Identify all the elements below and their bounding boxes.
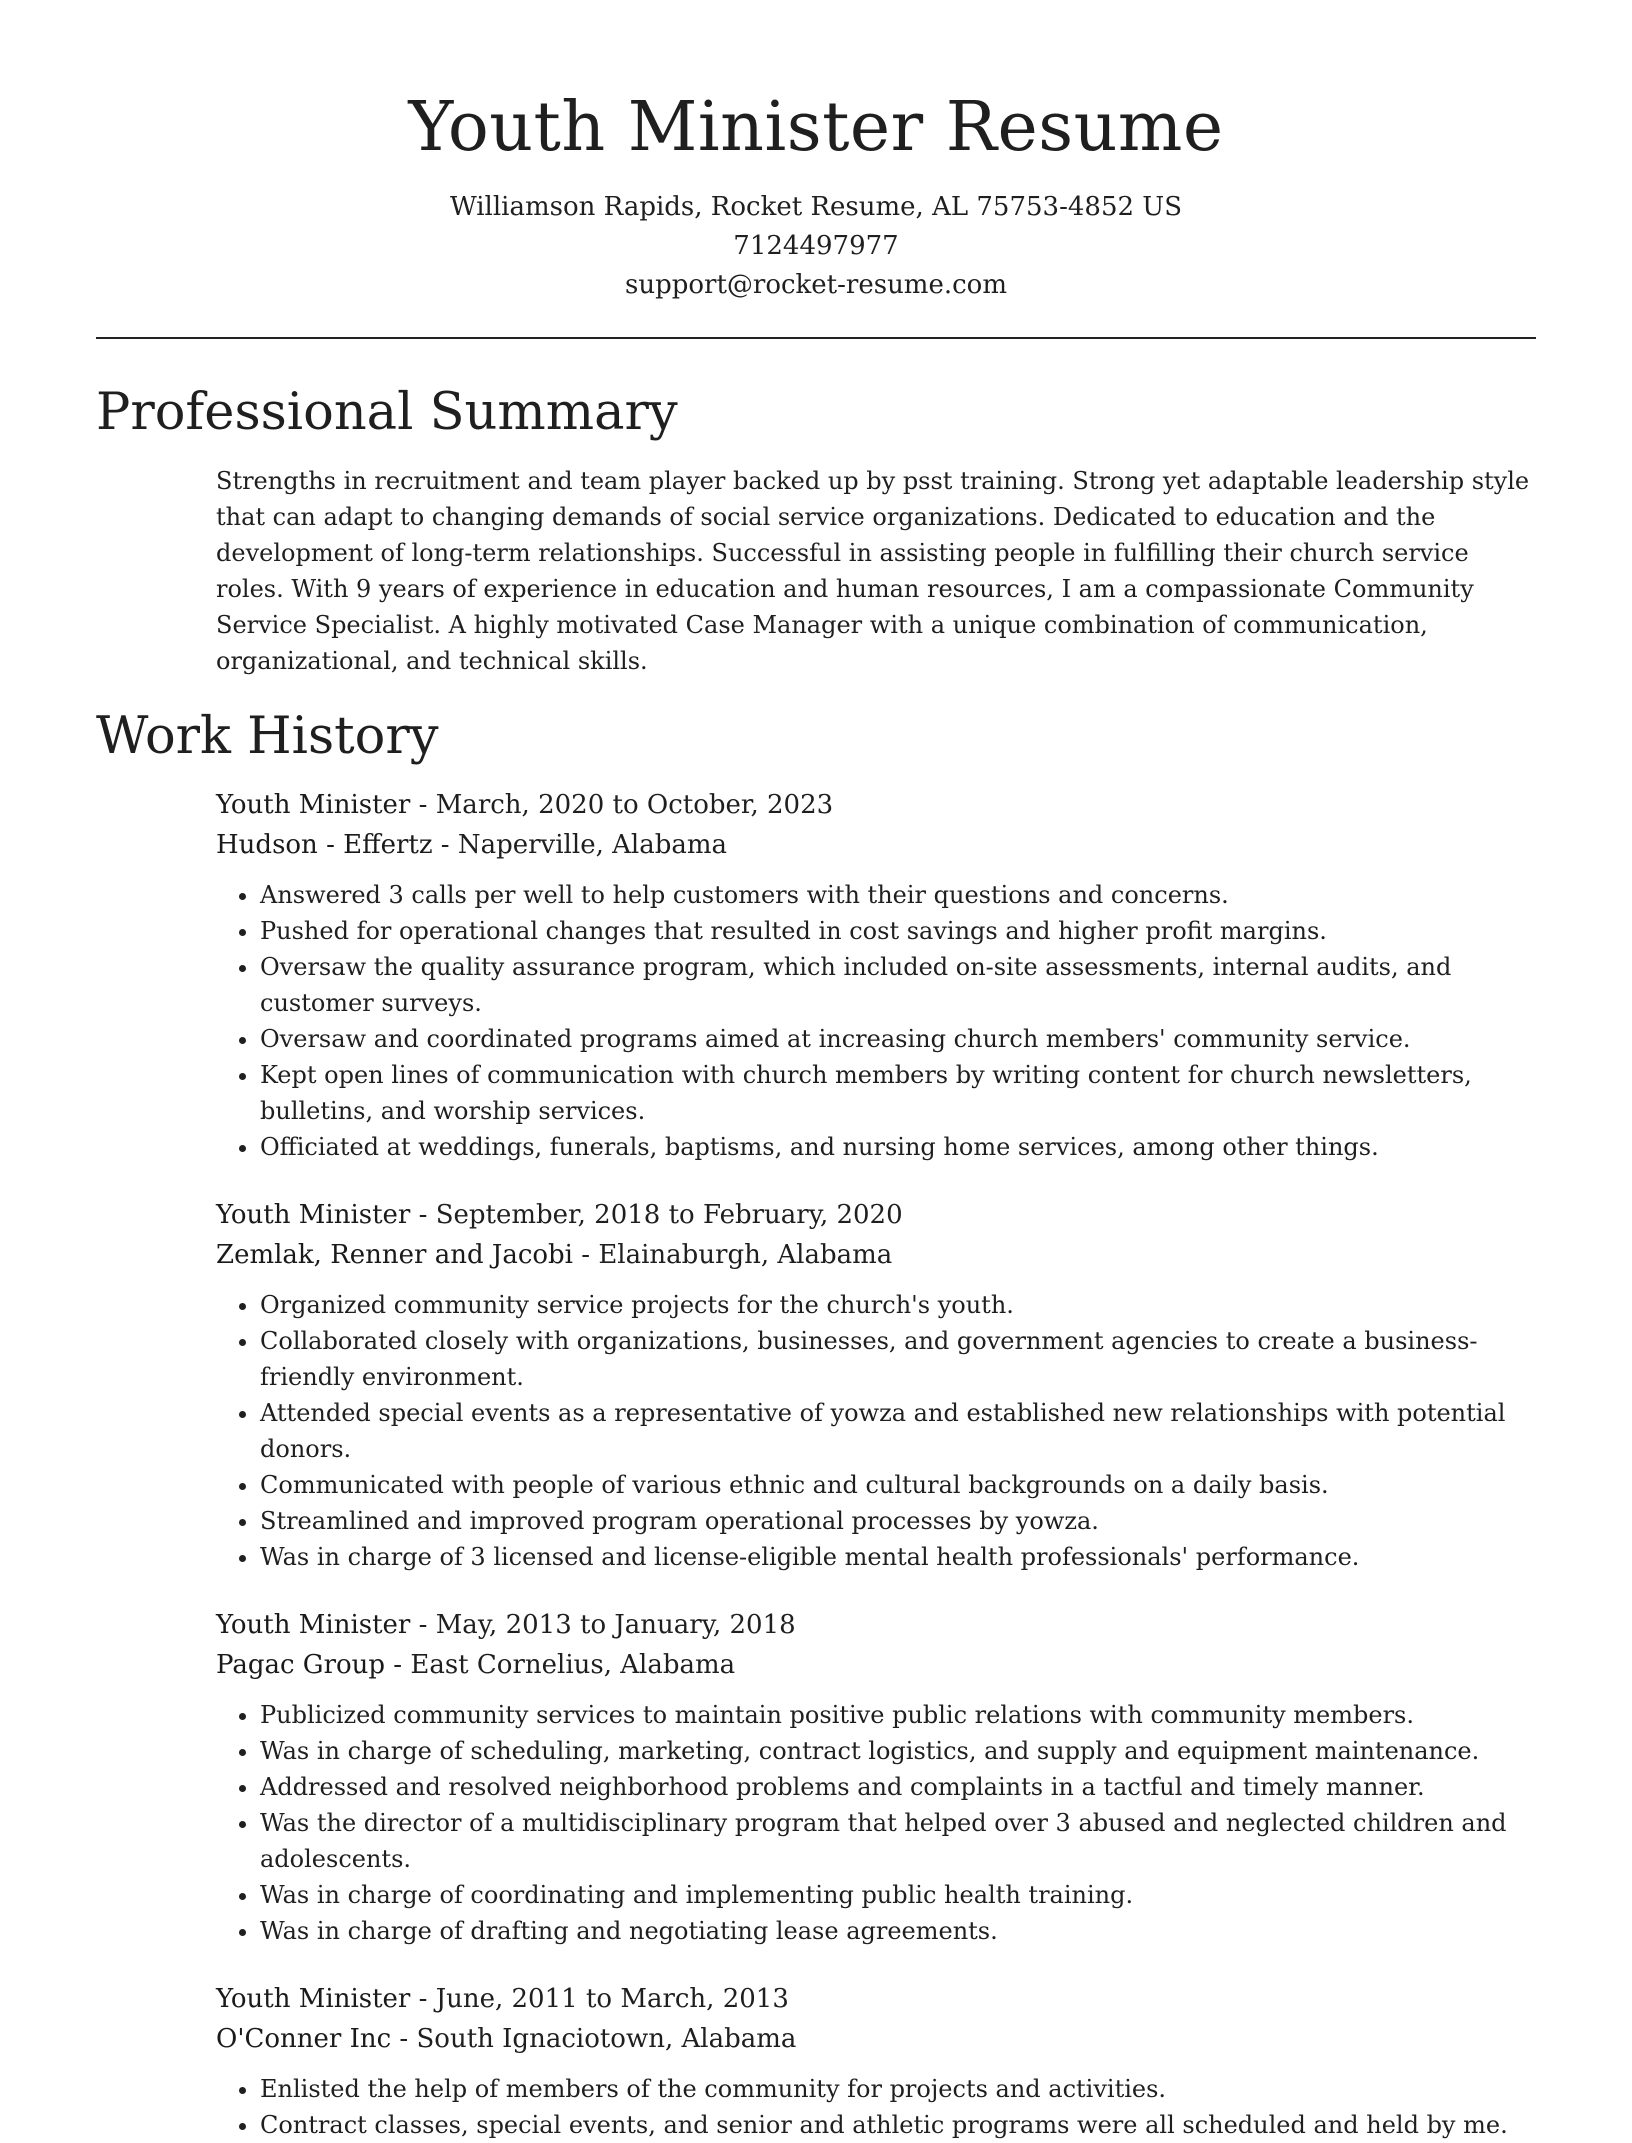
job-bullets [216, 1697, 1536, 1949]
job-dates: - May, 2013 to January, 2018 [410, 1610, 796, 1640]
contact-block [96, 188, 1536, 305]
job-bullet: • Contract classes, special events, and senior and athletic programs were all scheduled and held by me. [260, 2107, 1536, 2143]
resume-page [96, 0, 1536, 2143]
job-role: Youth Minister [216, 1610, 411, 1640]
job-bullet: • Collaborated closely with organizations, businesses, and government agencies to create a business-friendly environment. [260, 1323, 1536, 1395]
contact-phone: 7124497977 [733, 231, 899, 261]
job-title-line [216, 1979, 1536, 2019]
job-location: - South Ignaciotown, Alabama [391, 2024, 797, 2054]
summary-text: Strengths in recruitment and team player backed up by psst training. Strong yet adaptable leadership style that can adapt to changing demands of social service organizations. Dedicated to education and the development of long-term relationships. Successful in assisting people in fulfilling their church service roles. With 9 years of experience in education and human resources, I am a compassionate Community Service Specialist. A highly motivated Case Manager with a unique combination of communication, organizational, and technical skills. [216, 467, 1530, 675]
job-entry [216, 785, 1536, 1165]
job-role: Youth Minister [216, 1200, 411, 1230]
job-bullet: • Was in charge of drafting and negotiating lease agreements. [260, 1913, 1536, 1949]
job-bullets [216, 1287, 1536, 1575]
summary-heading: Professional Summary [96, 383, 678, 442]
job-dates: - September, 2018 to February, 2020 [410, 1200, 903, 1230]
job-bullet: • Was in charge of scheduling, marketing, contract logistics, and supply and equipment maintenance. [260, 1733, 1536, 1769]
job-company: Hudson - Effertz [216, 830, 433, 860]
job-bullet: • Enlisted the help of members of the community for projects and activities. [260, 2071, 1536, 2107]
job-location: - East Cornelius, Alabama [385, 1650, 736, 1680]
job-entry [216, 1605, 1536, 1949]
job-title-line [216, 1605, 1536, 1645]
job-bullet: • Oversaw the quality assurance program, which included on-site assessments, internal audits, and customer surveys. [260, 949, 1536, 1021]
job-bullet: • Organized community service projects for the church's youth. [260, 1287, 1536, 1323]
job-bullet: • Addressed and resolved neighborhood problems and complaints in a tactful and timely manner. [260, 1769, 1536, 1805]
job-company: Zemlak, Renner and Jacobi [216, 1240, 573, 1270]
resume-title: Youth Minister Resume [408, 88, 1224, 167]
job-bullet: • Pushed for operational changes that resulted in cost savings and higher profit margins. [260, 913, 1536, 949]
work-history-heading: Work History [96, 707, 439, 766]
job-title-line [216, 1195, 1536, 1235]
job-bullet: • Kept open lines of communication with church members by writing content for church newsletters, bulletins, and worship services. [260, 1057, 1536, 1129]
job-role: Youth Minister [216, 1984, 411, 2014]
job-dates: - June, 2011 to March, 2013 [410, 1984, 789, 2014]
header-divider [96, 337, 1536, 339]
job-bullet: • Was in charge of 3 licensed and license-eligible mental health professionals' performance. [260, 1539, 1536, 1575]
job-bullet: • Attended special events as a representative of yowza and established new relationships with potential donors. [260, 1395, 1536, 1467]
job-bullet: • Oversaw and coordinated programs aimed at increasing church members' community service. [260, 1021, 1536, 1057]
contact-address: Williamson Rapids, Rocket Resume, AL 75753-4852 US [449, 192, 1183, 222]
job-entry [216, 1195, 1536, 1575]
job-bullet: • Streamlined and improved program operational processes by yowza. [260, 1503, 1536, 1539]
job-title-line [216, 785, 1536, 825]
job-company: O'Conner Inc [216, 2024, 392, 2054]
job-company-line [216, 2019, 1536, 2059]
job-bullet: • Was in charge of coordinating and implementing public health training. [260, 1877, 1536, 1913]
job-company-line [216, 1645, 1536, 1685]
job-entry [216, 1979, 1536, 2143]
job-bullet: • Publicized community services to maintain positive public relations with community members. [260, 1697, 1536, 1733]
job-bullet: • Communicated with people of various ethnic and cultural backgrounds on a daily basis. [260, 1467, 1536, 1503]
job-location: - Elainaburgh, Alabama [573, 1240, 893, 1270]
job-bullets [216, 2071, 1536, 2143]
job-company-line [216, 825, 1536, 865]
job-dates: - March, 2020 to October, 2023 [410, 790, 834, 820]
job-bullet: • Answered 3 calls per well to help customers with their questions and concerns. [260, 877, 1536, 913]
job-company-line [216, 1235, 1536, 1275]
job-bullets [216, 877, 1536, 1165]
contact-email: support@rocket-resume.com [624, 270, 1007, 300]
job-location: - Naperville, Alabama [432, 830, 727, 860]
job-bullet: • Was the director of a multidisciplinary program that helped over 3 abused and neglected children and adolescents. [260, 1805, 1536, 1877]
job-role: Youth Minister [216, 790, 411, 820]
job-bullet: • Officiated at weddings, funerals, baptisms, and nursing home services, among other things. [260, 1129, 1536, 1165]
job-company: Pagac Group [216, 1650, 386, 1680]
